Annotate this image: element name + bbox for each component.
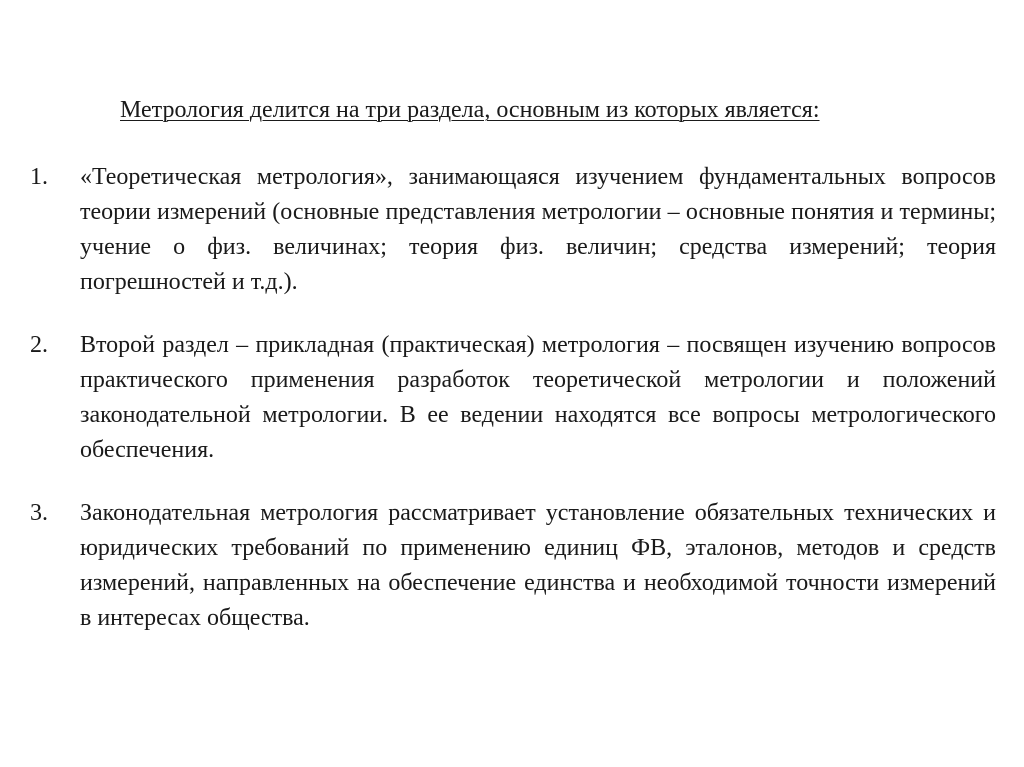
list-item-text: Второй раздел – прикладная (практическая) метрология – посвящен изучению вопросов практического применения разработок теоретической метрологии и положений законодательной метрологии. В ее ведении находятся все вопросы метрологического обеспечения. (80, 332, 996, 463)
list-item-number: 2. (30, 332, 48, 358)
sections-list (30, 160, 996, 664)
list-item-text: Законодательная метрология рассматривает установление обязательных технических и юридических требований по применению единиц ФВ, эталонов, методов и средств измерений, направленных на обеспечение единства и необходимой точности измерений в интересах общества. (80, 500, 996, 631)
slide-heading: Метрология делится на три раздела, основным из которых является: (120, 97, 820, 123)
list-item (30, 160, 996, 300)
list-item (30, 328, 996, 468)
list-item-text: «Теоретическая метрология», занимающаяся изучением фундаментальных вопросов теории измерений (основные представления метрологии – основные понятия и термины; учение о физ. величинах; теория физ. величин; средства измерений; теория погрешностей и т.д.). (80, 164, 996, 295)
list-item-number: 3. (30, 500, 48, 526)
list-item-number: 1. (30, 164, 48, 190)
list-item (30, 496, 996, 636)
